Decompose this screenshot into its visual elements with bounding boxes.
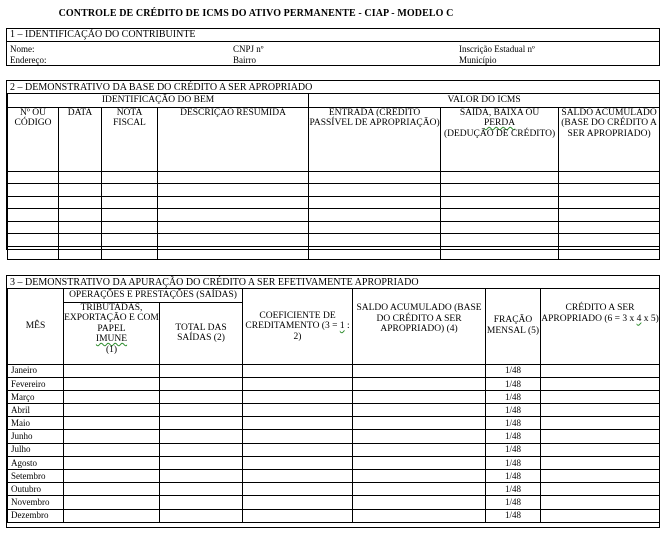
month-row — [8, 404, 660, 417]
table-cell — [102, 184, 158, 197]
month-row — [8, 417, 660, 430]
fraction-value: 1/48 — [486, 430, 541, 443]
month-label: Março — [8, 390, 64, 403]
fraction-value: 1/48 — [486, 443, 541, 456]
section2-header: 2 – DEMONSTRATIVO DA BASE DO CRÉDITO A SER APROPRIADO — [7, 81, 659, 94]
col-descricao: DESCRIÇÃO RESUMIDA — [158, 107, 309, 171]
table-cell — [541, 456, 660, 469]
table-cell — [59, 221, 102, 234]
table-cell — [541, 483, 660, 496]
col-tributadas-b: IMUNE — [95, 334, 128, 344]
table-cell — [309, 234, 441, 247]
table-cell — [243, 483, 353, 496]
fraction-value: 1/48 — [486, 496, 541, 509]
month-row — [8, 496, 660, 509]
month-row — [8, 430, 660, 443]
endereco-label: Endereço: — [10, 55, 47, 65]
fraction-value: 1/48 — [486, 364, 541, 377]
table-cell — [102, 234, 158, 247]
table-cell — [160, 456, 243, 469]
group-identificacao-bem: IDENTIFICAÇÃO DO BEM — [8, 94, 309, 107]
table-cell — [353, 483, 486, 496]
table-cell — [243, 496, 353, 509]
table-cell — [160, 364, 243, 377]
col-saldo-acumulado-3: SALDO ACUMULADO (BASE DO CRÉDITO A SER APROPRIADO) (4) — [353, 289, 486, 364]
table-cell — [243, 377, 353, 390]
col-total-saidas: TOTAL DAS SAÍDAS (2) — [160, 302, 243, 364]
table-cell — [160, 377, 243, 390]
table-cell — [559, 184, 660, 197]
month-label: Abril — [8, 404, 64, 417]
month-row — [8, 377, 660, 390]
table-row — [8, 221, 660, 234]
col-saida-line2: PERDA — [483, 118, 516, 128]
table-cell — [160, 404, 243, 417]
table-cell — [353, 430, 486, 443]
month-row — [8, 483, 660, 496]
table-cell — [102, 196, 158, 209]
table-cell — [353, 377, 486, 390]
table-cell — [309, 171, 441, 184]
group-valor-icms: VALOR DO ICMS — [309, 94, 660, 107]
fraction-value: 1/48 — [486, 470, 541, 483]
table-cell — [559, 196, 660, 209]
table-cell — [541, 417, 660, 430]
col-saldo-acumulado: SALDO ACUMULADO (BASE DO CRÉDITO A SER APROPRIADO) — [559, 107, 660, 171]
table-cell — [243, 404, 353, 417]
month-row — [8, 390, 660, 403]
fraction-value: 1/48 — [486, 404, 541, 417]
table-cell — [541, 364, 660, 377]
table-cell — [353, 496, 486, 509]
table-cell — [160, 390, 243, 403]
table-cell — [559, 247, 660, 260]
table-cell — [64, 417, 160, 430]
table-cell — [243, 443, 353, 456]
table-cell — [309, 184, 441, 197]
table-cell — [59, 247, 102, 260]
table-cell — [59, 196, 102, 209]
section3-header: 3 – DEMONSTRATIVO DA APURAÇÃO DO CRÉDITO A SER EFETIVAMENTE APROPRIADO — [7, 276, 659, 289]
table-cell — [243, 430, 353, 443]
table-cell — [59, 171, 102, 184]
col-credito-b: 4 — [636, 313, 642, 324]
col-nota-fiscal: NOTA FISCAL — [102, 107, 158, 171]
table-cell — [541, 430, 660, 443]
col-saida-line3: (DEDUÇÃO DE CRÉDITO) — [443, 128, 556, 139]
group-operacoes: OPERAÇÕES E PRESTAÇÕES (SAÍDAS) — [64, 289, 243, 302]
section-identificacao — [6, 28, 660, 66]
table-cell — [160, 496, 243, 509]
table-cell — [353, 470, 486, 483]
table-cell — [309, 221, 441, 234]
table-cell — [64, 443, 160, 456]
table-cell — [441, 196, 559, 209]
inscricao-label: Inscrição Estadual nº — [459, 44, 535, 54]
month-label: Setembro — [8, 470, 64, 483]
month-row — [8, 509, 660, 522]
cnpj-label: CNPJ nº — [233, 44, 264, 54]
table-cell — [243, 509, 353, 522]
fraction-value: 1/48 — [486, 417, 541, 430]
table-cell — [102, 221, 158, 234]
table-cell — [441, 234, 559, 247]
table-cell — [64, 430, 160, 443]
table-cell — [559, 221, 660, 234]
col-credito-a: CRÉDITO A SER APROPRIADO (6 = 3 x — [541, 303, 637, 324]
table-cell — [8, 196, 59, 209]
table-cell — [64, 390, 160, 403]
table-row — [8, 209, 660, 222]
table-cell — [64, 456, 160, 469]
table-cell — [59, 184, 102, 197]
month-label: Agosto — [8, 456, 64, 469]
table-cell — [559, 171, 660, 184]
table-cell — [541, 390, 660, 403]
table-cell — [541, 496, 660, 509]
table-cell — [353, 404, 486, 417]
table-row — [8, 247, 660, 260]
table-cell — [160, 509, 243, 522]
table-cell — [309, 209, 441, 222]
table-cell — [559, 234, 660, 247]
form-title: CONTROLE DE CRÉDITO DE ICMS DO ATIVO PERMANENTE - CIAP - MODELO C — [58, 8, 454, 19]
col-coeficiente-a: COEFICIENTE DE CREDITAMENTO (3 = — [245, 310, 340, 331]
col-tributadas — [64, 302, 160, 364]
table-cell — [353, 509, 486, 522]
col-fracao: FRAÇÃO MENSAL (5) — [486, 289, 541, 364]
month-label: Janeiro — [8, 364, 64, 377]
month-label: Julho — [8, 443, 64, 456]
table-cell — [158, 171, 309, 184]
table-cell — [160, 417, 243, 430]
municipio-label: Município — [459, 55, 497, 65]
nome-label: Nome: — [10, 44, 35, 54]
bairro-label: Bairro — [233, 55, 256, 65]
section1-header: 1 – IDENTIFICAÇÃO DO CONTRIBUINTE — [7, 29, 659, 42]
base-credito-table — [7, 94, 660, 260]
col-mes: MÊS — [8, 289, 64, 364]
month-label: Dezembro — [8, 509, 64, 522]
table-cell — [158, 184, 309, 197]
table-cell — [8, 209, 59, 222]
month-label: Maio — [8, 417, 64, 430]
table-cell — [64, 470, 160, 483]
table-cell — [64, 364, 160, 377]
month-label: Junho — [8, 430, 64, 443]
table-cell — [353, 390, 486, 403]
table-row — [8, 184, 660, 197]
table-cell — [158, 209, 309, 222]
month-label: Fevereiro — [8, 377, 64, 390]
table-cell — [8, 171, 59, 184]
table-cell — [243, 390, 353, 403]
col-coeficiente — [243, 289, 353, 364]
fraction-value: 1/48 — [486, 390, 541, 403]
col-numero-codigo: Nº OU CÓDIGO — [8, 107, 59, 171]
table-cell — [102, 209, 158, 222]
table-cell — [243, 364, 353, 377]
table-row — [8, 171, 660, 184]
table-cell — [541, 470, 660, 483]
fraction-value: 1/48 — [486, 377, 541, 390]
month-row — [8, 443, 660, 456]
table-cell — [158, 221, 309, 234]
table-cell — [160, 483, 243, 496]
col-coeficiente-c: : 2) — [293, 321, 350, 342]
month-label: Novembro — [8, 496, 64, 509]
table-cell — [441, 221, 559, 234]
month-row — [8, 456, 660, 469]
table-cell — [441, 184, 559, 197]
table-cell — [59, 209, 102, 222]
table-cell — [541, 377, 660, 390]
table-cell — [158, 234, 309, 247]
table-cell — [8, 221, 59, 234]
table-cell — [8, 247, 59, 260]
table-cell — [243, 417, 353, 430]
col-tributadas-c: (1) — [105, 344, 118, 355]
table-cell — [59, 234, 102, 247]
col-saida-line1: SAÍDA, BAIXA OU — [459, 107, 540, 118]
fraction-value: 1/48 — [486, 456, 541, 469]
col-data: DATA — [59, 107, 102, 171]
table-row — [8, 196, 660, 209]
table-cell — [541, 509, 660, 522]
table-cell — [559, 209, 660, 222]
table-cell — [441, 209, 559, 222]
section-base-credito — [6, 80, 660, 250]
table-cell — [160, 470, 243, 483]
table-cell — [160, 430, 243, 443]
table-cell — [8, 234, 59, 247]
fraction-value: 1/48 — [486, 509, 541, 522]
fraction-value: 1/48 — [486, 483, 541, 496]
table-cell — [441, 171, 559, 184]
table-cell — [353, 417, 486, 430]
table-cell — [353, 456, 486, 469]
table-cell — [158, 247, 309, 260]
table-cell — [541, 404, 660, 417]
table-cell — [243, 456, 353, 469]
table-cell — [64, 496, 160, 509]
table-cell — [441, 247, 559, 260]
month-row — [8, 470, 660, 483]
apuracao-table — [7, 289, 660, 523]
table-cell — [64, 404, 160, 417]
col-coeficiente-b: 1 — [339, 321, 345, 331]
col-entrada: ENTRADA (CRÉDITO PASSÍVEL DE APROPRIAÇÃO) — [309, 107, 441, 171]
col-credito — [541, 289, 660, 364]
table-cell — [64, 377, 160, 390]
section-apuracao-credito — [6, 275, 660, 528]
table-cell — [541, 443, 660, 456]
table-cell — [309, 196, 441, 209]
table-cell — [243, 470, 353, 483]
month-row — [8, 364, 660, 377]
table-cell — [353, 443, 486, 456]
table-cell — [64, 483, 160, 496]
table-cell — [353, 364, 486, 377]
col-saida — [441, 107, 559, 171]
table-cell — [8, 184, 59, 197]
month-label: Outubro — [8, 483, 64, 496]
col-credito-c: x 5) — [641, 313, 659, 324]
table-cell — [158, 196, 309, 209]
table-cell — [102, 247, 158, 260]
table-cell — [309, 247, 441, 260]
table-row — [8, 234, 660, 247]
table-cell — [102, 171, 158, 184]
col-tributadas-a: TRIBUTADAS, EXPORTAÇÃO E COM PAPEL — [64, 302, 159, 334]
table-cell — [64, 509, 160, 522]
table-cell — [160, 443, 243, 456]
